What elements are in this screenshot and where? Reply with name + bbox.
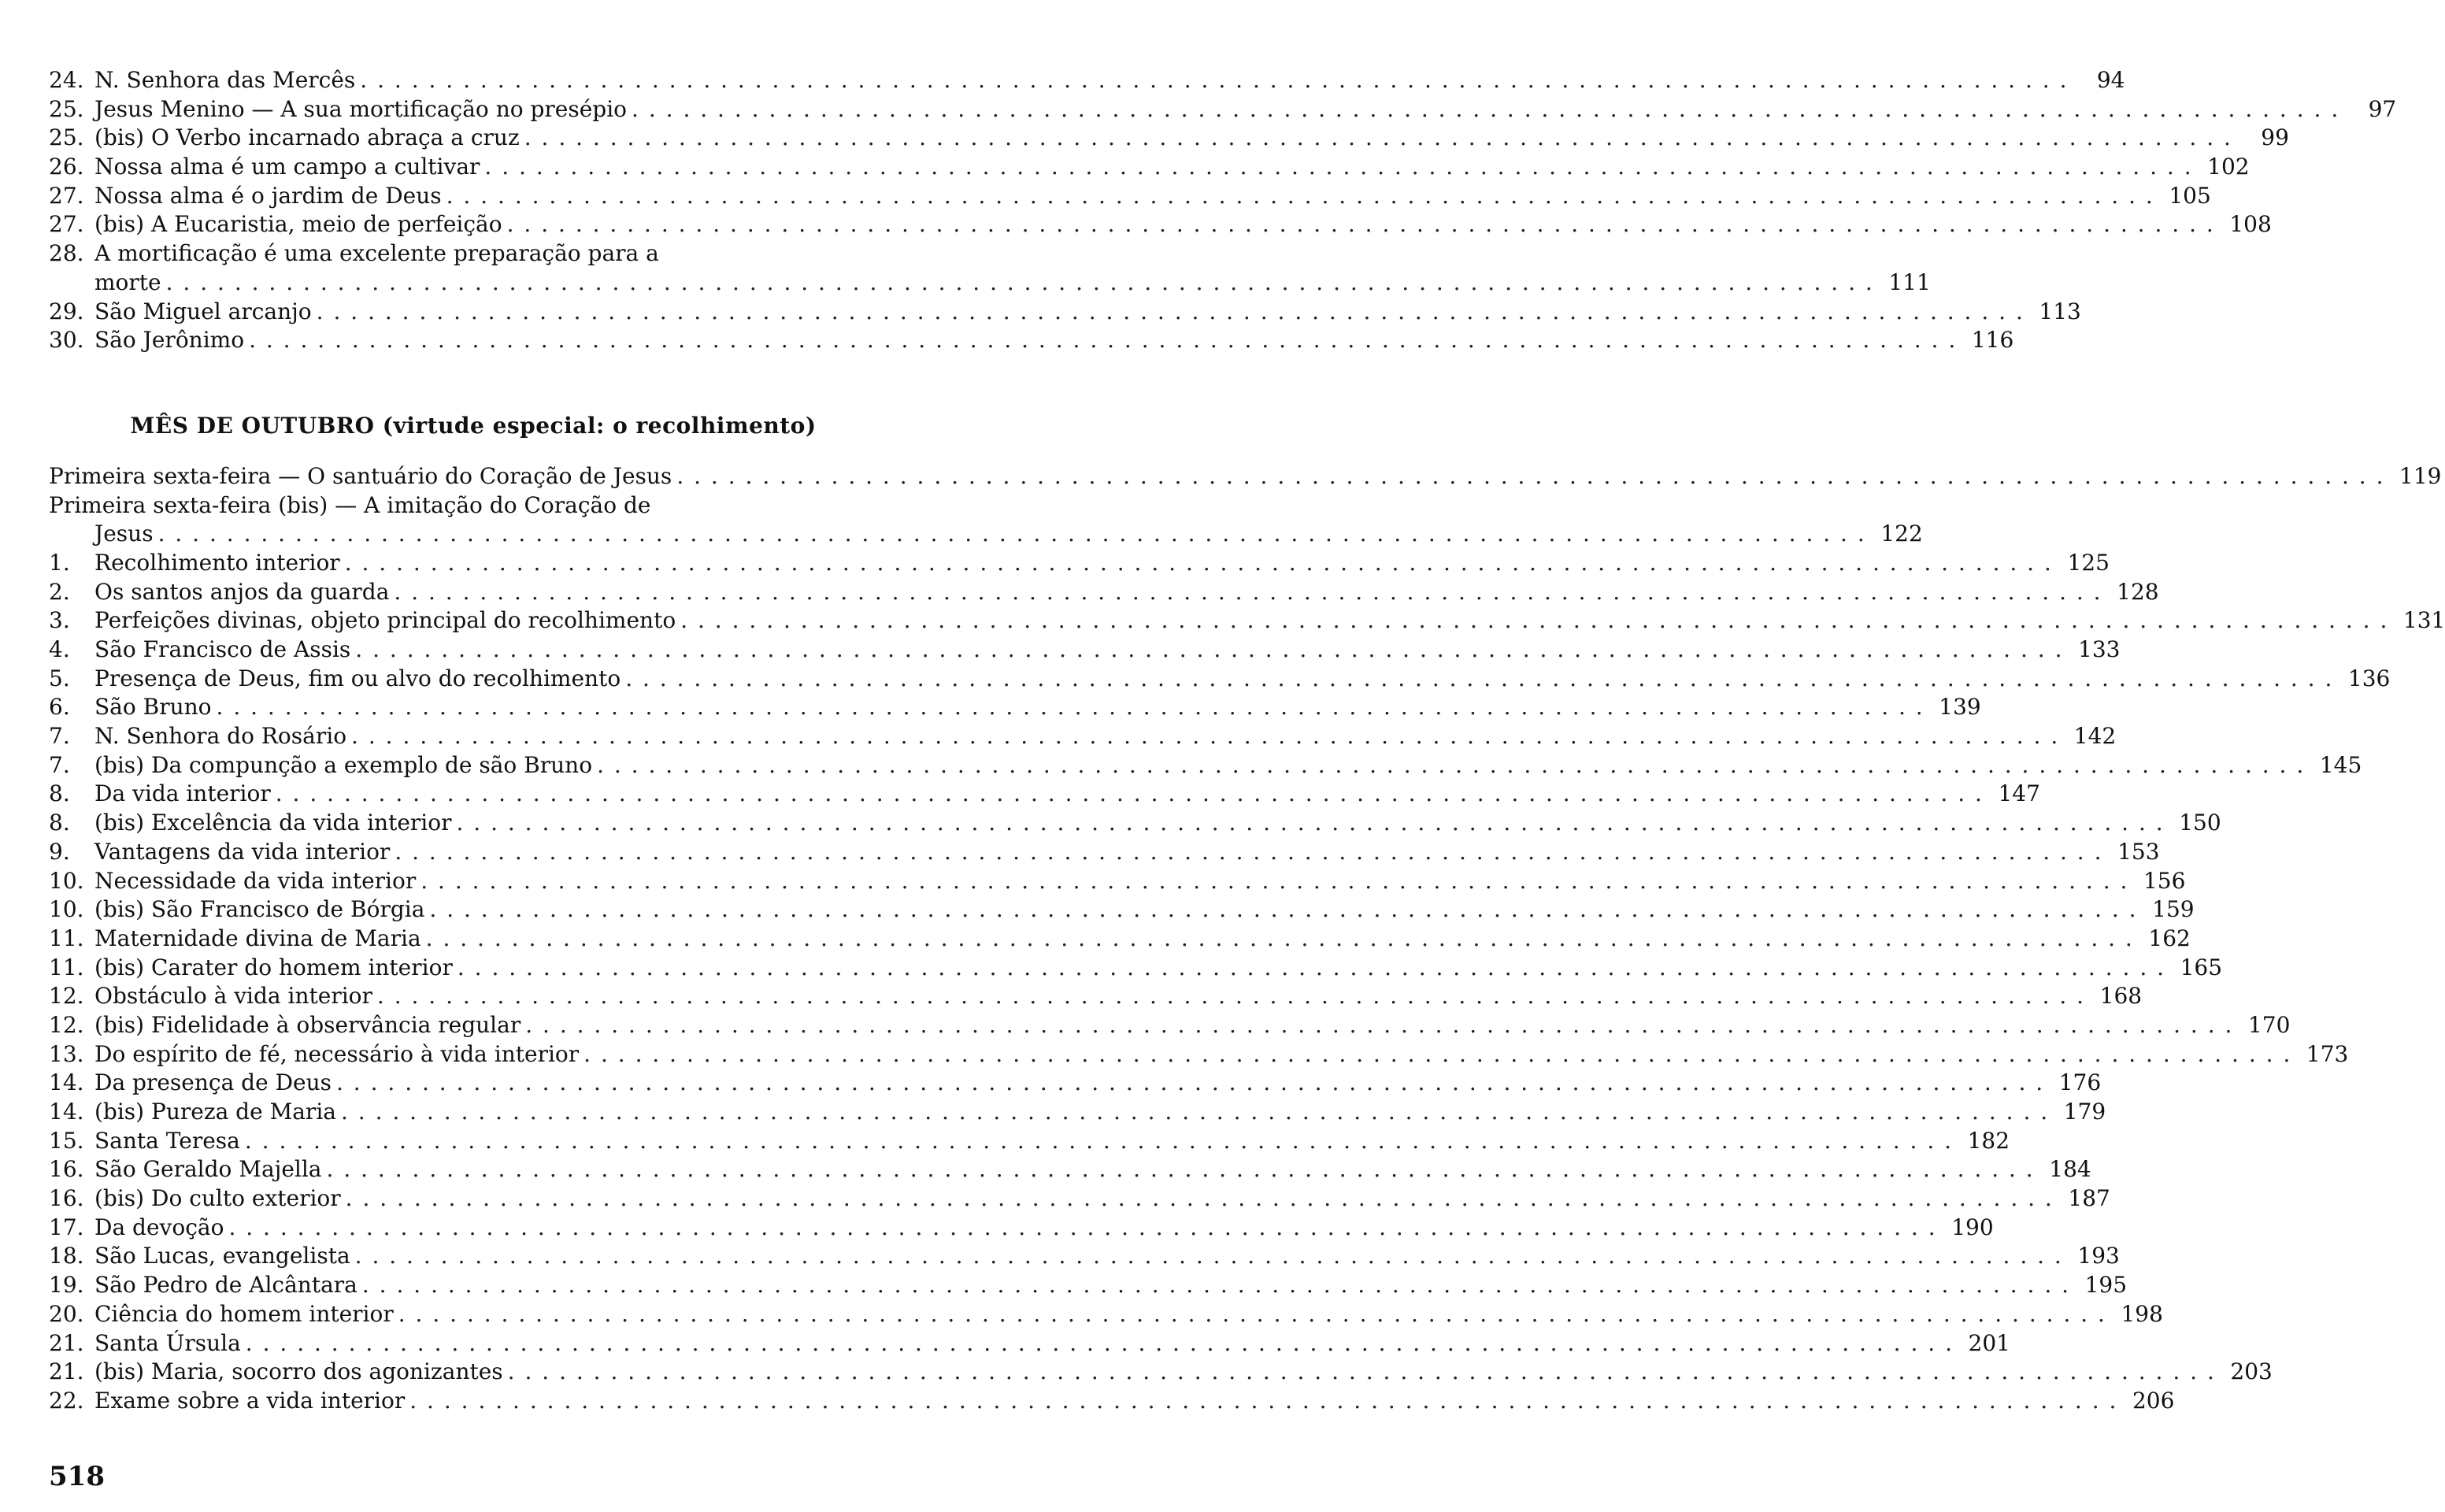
dot-leader [426, 925, 2134, 954]
entry-title: Da devoção [94, 1214, 224, 1240]
entry-number: 22. [49, 1387, 84, 1414]
entry-number: 15. [49, 1127, 84, 1154]
dot-leader [398, 1300, 2106, 1329]
toc-entry [49, 1069, 2102, 1098]
entry-number: 26. [49, 154, 84, 180]
dot-leader [524, 124, 2232, 153]
toc-entry [49, 925, 2191, 954]
entry-number: 13. [49, 1040, 84, 1067]
dot-leader [507, 210, 2215, 239]
dot-leader [484, 153, 2192, 182]
entry-title: (bis) Da compunção a exemplo de são Bruno [94, 751, 593, 778]
entry-number: 3. [49, 607, 70, 634]
toc-entry [49, 895, 2195, 925]
entry-title: A mortificação é uma excelente preparação para a [94, 240, 659, 267]
entry-title: Primeira sexta-feira — O santuário do Coração de Jesus [49, 462, 672, 489]
entry-page-number: 111 [1888, 269, 1931, 295]
entry-number: 27. [49, 182, 84, 209]
dot-leader [317, 298, 2025, 327]
toc-entry [49, 182, 2211, 211]
toc-entry [49, 665, 2391, 694]
dot-leader [249, 326, 1957, 355]
entry-title: Nossa alma é um campo a cultivar [94, 154, 480, 180]
dot-leader [228, 1214, 1936, 1243]
dot-leader [217, 693, 1925, 722]
entry-title: Santa Teresa [94, 1127, 240, 1154]
entry-title: Presença de Deus, fim ou alvo do recolhimento [94, 665, 621, 691]
dot-leader [360, 66, 2068, 95]
entry-page-number: 119 [2399, 462, 2442, 489]
entry-page-number: 159 [2152, 896, 2195, 923]
entry-page-number: 142 [2073, 723, 2117, 750]
toc-entry [49, 491, 893, 521]
dot-leader [245, 1127, 1953, 1156]
section-subtitle: (virtude especial: o recolhimento) [382, 412, 817, 439]
entry-number: 7. [49, 723, 70, 750]
toc-entry [49, 982, 2143, 1011]
entry-title: Primeira sexta-feira (bis) — A imitação do Coração de [49, 491, 651, 518]
entry-title: (bis) São Francisco de Bórgia [94, 896, 425, 923]
entry-title: Ciência do homem interior [94, 1300, 394, 1327]
entry-page-number: 193 [2077, 1243, 2120, 1269]
toc-entry [49, 1155, 2091, 1184]
toc-entry-continuation [49, 269, 1931, 298]
entry-page-number: 206 [2132, 1387, 2175, 1414]
dot-leader [456, 809, 2164, 838]
dot-leader [327, 1155, 2035, 1184]
entry-title: Do espírito de fé, necessário à vida interior [94, 1040, 580, 1067]
entry-page-number: 102 [2207, 154, 2250, 180]
entry-number: 19. [49, 1272, 84, 1299]
dot-leader [508, 1358, 2216, 1387]
entry-page-number: 139 [1939, 694, 1981, 721]
entry-page-number: 195 [2084, 1272, 2128, 1299]
entry-title: Jesus Menino — A sua mortificação no presépio [94, 95, 628, 122]
entry-title: (bis) Carater do homem interior [94, 954, 453, 980]
toc-entry [49, 1329, 2010, 1358]
entry-number: 9. [49, 838, 70, 865]
entry-number: 14. [49, 1069, 84, 1096]
entry-number: 8. [49, 780, 70, 807]
toc-entry [49, 298, 2081, 327]
entry-number: 8. [49, 810, 70, 836]
entry-title: Nossa alma é o jardim de Deus [94, 182, 442, 209]
entry-page-number: 147 [1998, 780, 2040, 807]
dot-leader [420, 867, 2128, 896]
page-number: 518 [49, 1461, 105, 1492]
toc-entry [49, 124, 2289, 153]
entry-page-number: 133 [2078, 636, 2121, 662]
entry-number: 17. [49, 1214, 84, 1240]
entry-title-continued: Jesus [94, 521, 154, 547]
entry-title: Obstáculo à vida interior [94, 983, 372, 1010]
entry-page-number: 182 [1967, 1127, 2010, 1154]
toc-entry [49, 722, 2117, 751]
toc-entry [49, 1040, 2349, 1069]
entry-page-number: 116 [1971, 327, 2014, 354]
entry-number: 11. [49, 925, 84, 951]
dot-leader [246, 1329, 1954, 1358]
entry-number: 2. [49, 578, 70, 605]
toc-entry [49, 606, 2445, 636]
toc-entry-continuation [49, 520, 1923, 549]
entry-number: 25. [49, 124, 84, 151]
toc-entry [49, 867, 2186, 896]
entry-title: Perfeições divinas, objeto principal do recolhimento [94, 607, 676, 634]
dot-leader [458, 954, 2165, 983]
dot-leader [525, 1011, 2233, 1040]
entry-page-number: 108 [2229, 211, 2272, 238]
toc-entry [49, 1242, 2120, 1271]
section-heading [49, 410, 893, 442]
dot-leader [394, 578, 2102, 607]
entry-title: (bis) Excelência da vida interior [94, 810, 452, 836]
entry-page-number: 179 [2063, 1099, 2106, 1125]
entry-number: 4. [49, 636, 70, 662]
entry-number: 10. [49, 867, 84, 894]
entry-number: 12. [49, 1011, 84, 1038]
toc-entry [49, 1300, 2163, 1329]
entry-title: Exame sobre a vida interior [94, 1387, 406, 1414]
entry-number: 1. [49, 549, 70, 576]
entry-title: Maternidade divina de Maria [94, 925, 421, 951]
entry-title: São Francisco de Assis [94, 636, 351, 662]
toc-october [49, 462, 2445, 1416]
section-title: MÊS DE OUTUBRO [130, 412, 375, 439]
entry-title: São Jerônimo [94, 327, 245, 354]
dot-leader [158, 520, 1866, 549]
toc-entry [49, 1214, 1994, 1243]
entry-page-number: 122 [1880, 521, 1923, 547]
entry-title: (bis) Do culto exterior [94, 1185, 341, 1212]
toc-entry [49, 462, 2442, 491]
entry-title: São Lucas, evangelista [94, 1243, 350, 1269]
dot-leader [680, 606, 2388, 636]
toc-entry [49, 780, 2040, 809]
entry-page-number: 125 [2067, 549, 2110, 576]
toc-entry [49, 1098, 2106, 1127]
entry-page-number: 176 [2058, 1069, 2102, 1096]
entry-page-number: 187 [2068, 1185, 2110, 1212]
dot-leader [429, 895, 2137, 925]
toc-entry [49, 1184, 2110, 1214]
entry-title: Santa Úrsula [94, 1329, 241, 1356]
entry-number: 18. [49, 1243, 84, 1269]
toc-entry [49, 326, 2014, 355]
toc-entry [49, 1271, 2128, 1300]
dot-leader [676, 462, 2384, 491]
entry-number: 16. [49, 1185, 84, 1212]
entry-number: 11. [49, 954, 84, 980]
entry-title: São Bruno [94, 694, 212, 721]
toc-entry [49, 809, 2221, 838]
toc-entry [49, 838, 2160, 867]
dot-leader [409, 1387, 2117, 1416]
dot-leader [355, 1242, 2063, 1271]
toc-entry [49, 210, 2272, 239]
toc-entry [49, 693, 1981, 722]
entry-title: Recolhimento interior [94, 549, 340, 576]
entry-title-continued: morte [94, 269, 161, 295]
entry-page-number: 136 [2347, 665, 2391, 691]
entry-number: 16. [49, 1156, 84, 1183]
entry-number: 12. [49, 983, 84, 1010]
entry-page-number: 153 [2117, 838, 2160, 865]
entry-page-number: 184 [2049, 1156, 2091, 1183]
toc-entry [49, 636, 2121, 665]
dot-leader [362, 1271, 2070, 1300]
entry-title: (bis) O Verbo incarnado abraça a cruz [94, 124, 520, 151]
dot-leader [625, 665, 2333, 694]
entry-number: 30. [49, 327, 84, 354]
entry-title: (bis) A Eucaristia, meio de perfeição [94, 211, 502, 238]
toc-entry [49, 578, 2159, 607]
entry-number: 14. [49, 1099, 84, 1125]
book-page [49, 66, 2445, 1416]
dot-leader [341, 1098, 2049, 1127]
entry-title: São Miguel arcanjo [94, 298, 312, 324]
entry-page-number: 168 [2099, 983, 2143, 1010]
toc-entry [49, 153, 2250, 182]
entry-page-number: 97 [2368, 95, 2397, 122]
dot-leader [597, 751, 2305, 780]
dot-leader [446, 182, 2154, 211]
entry-title: Necessidade da vida interior [94, 867, 417, 894]
dot-leader [166, 269, 1874, 298]
entry-number: 21. [49, 1358, 84, 1385]
entry-title: (bis) Fidelidade à observância regular [94, 1011, 521, 1038]
entry-number: 27. [49, 211, 84, 238]
entry-page-number: 201 [1968, 1329, 2010, 1356]
entry-page-number: 94 [2096, 67, 2125, 93]
dot-leader [583, 1040, 2291, 1069]
toc-entry [49, 549, 2110, 578]
toc-entry [49, 95, 2397, 124]
entry-page-number: 170 [2247, 1011, 2291, 1038]
dot-leader [346, 1184, 2054, 1214]
dot-leader [351, 722, 2059, 751]
entry-page-number: 128 [2117, 578, 2159, 605]
entry-number: 6. [49, 694, 70, 721]
entry-number: 29. [49, 298, 84, 324]
dot-leader [336, 1069, 2044, 1098]
entry-title: (bis) Maria, socorro dos agonizantes [94, 1358, 503, 1385]
entry-number: 28. [49, 240, 84, 267]
toc-entry [49, 751, 2362, 780]
dot-leader [276, 780, 1984, 809]
toc-september-continued [49, 66, 2397, 355]
entry-page-number: 105 [2169, 182, 2211, 209]
entry-title: Os santos anjos da guarda [94, 578, 390, 605]
entry-number: 7. [49, 751, 70, 778]
toc-entry [49, 1011, 2291, 1040]
entry-number: 21. [49, 1329, 84, 1356]
entry-title: (bis) Pureza de Maria [94, 1099, 336, 1125]
entry-page-number: 165 [2180, 954, 2223, 980]
entry-title: São Pedro de Alcântara [94, 1272, 357, 1299]
entry-page-number: 145 [2319, 751, 2362, 778]
dot-leader [377, 982, 2085, 1011]
entry-page-number: 113 [2039, 298, 2081, 324]
entry-title: N. Senhora do Rosário [94, 723, 347, 750]
dot-leader [345, 549, 2053, 578]
entry-title: Vantagens da vida interior [94, 838, 391, 865]
entry-number: 10. [49, 896, 84, 923]
toc-entry [49, 1387, 2175, 1416]
entry-page-number: 150 [2179, 810, 2221, 836]
entry-title: Da presença de Deus [94, 1069, 332, 1096]
toc-entry [49, 66, 2125, 95]
entry-number: 5. [49, 665, 70, 691]
entry-page-number: 203 [2230, 1358, 2273, 1385]
entry-title: N. Senhora das Mercês [94, 67, 356, 93]
toc-entry [49, 954, 2223, 983]
toc-entry [49, 239, 893, 269]
dot-leader [395, 838, 2102, 867]
toc-entry [49, 1358, 2273, 1387]
dot-leader [355, 636, 2063, 665]
entry-page-number: 198 [2121, 1300, 2163, 1327]
entry-number: 20. [49, 1300, 84, 1327]
entry-page-number: 156 [2143, 867, 2186, 894]
entry-title: São Geraldo Majella [94, 1156, 322, 1183]
entry-page-number: 131 [2402, 607, 2445, 634]
dot-leader [632, 95, 2339, 124]
entry-number: 24. [49, 67, 84, 93]
entry-page-number: 162 [2148, 925, 2191, 951]
entry-title: Da vida interior [94, 780, 271, 807]
entry-page-number: 99 [2261, 124, 2289, 151]
entry-page-number: 190 [1951, 1214, 1994, 1240]
entry-page-number: 173 [2306, 1040, 2349, 1067]
entry-number: 25. [49, 95, 84, 122]
toc-entry [49, 1127, 2010, 1156]
